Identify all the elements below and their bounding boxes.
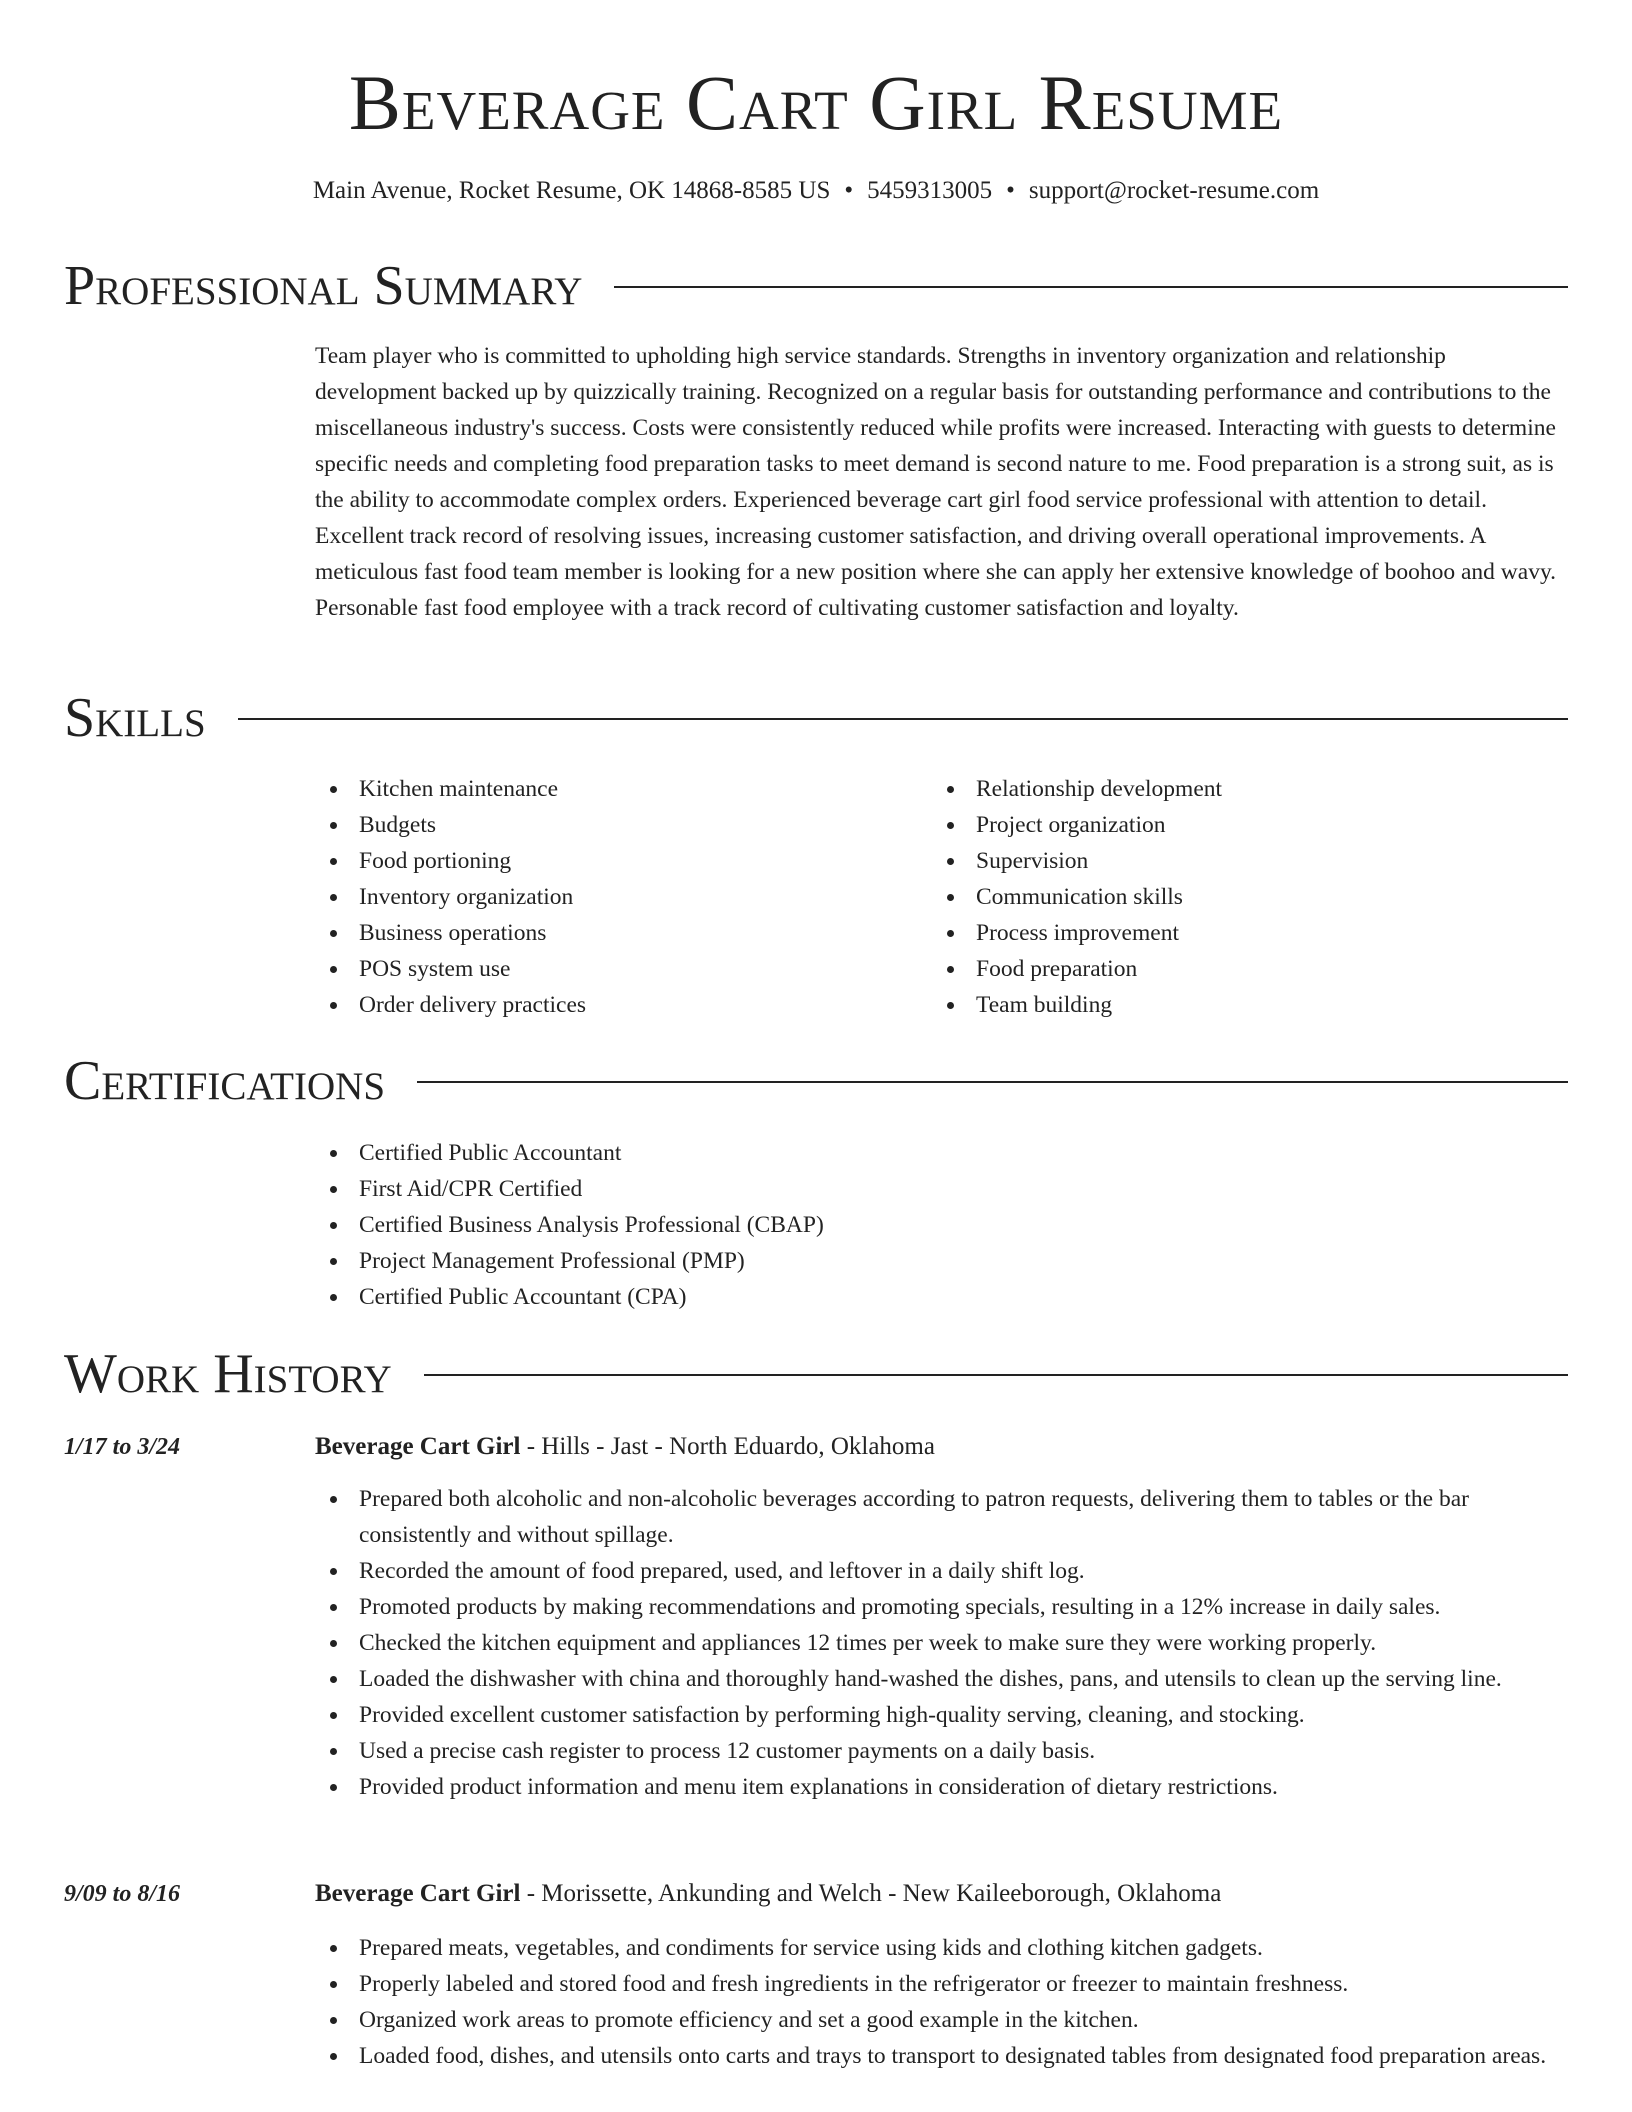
contact-phone: 5459313005 — [867, 177, 993, 204]
contact-email: support@rocket-resume.com — [1028, 177, 1320, 204]
summary-text: Team player who is committed to upholding high service standards. Strengths in inventory organization and relationship development backed up by quizzically training. Recognized on a regular basis for outstanding performance and contributions to the miscellaneous industry's success. Costs were consistently reduced while profits were increased. Interacting with guests to determine specific needs and completing food preparation tasks to meet demand is second nature to me. Food preparation is a strong suit, as is the ability to accommodate complex orders. Experienced beverage cart girl food service professional with attention to detail. Excellent track record of resolving issues, increasing customer satisfaction, and driving overall operational improvements. A meticulous fast food team member is looking for a new position where she can apply her extensive knowledge of boohoo and wavy. Personable fast food employee with a track record of cultivating customer satisfaction and loyalty. — [315, 343, 1557, 621]
skill-item: Kitchen maintenance — [315, 771, 915, 807]
skills-section-header — [64, 686, 1568, 750]
skill-item: Food portioning — [315, 843, 915, 879]
job-bullets — [315, 1481, 1570, 1805]
section-divider — [238, 718, 1568, 720]
certification-item: Certified Public Accountant (CPA) — [315, 1279, 1515, 1315]
summary-section-header — [64, 254, 1568, 318]
section-divider — [614, 286, 1568, 288]
job-bullet: Loaded the dishwasher with china and thoroughly hand-washed the dishes, pans, and utensils to clean up the serving line. — [315, 1661, 1570, 1697]
certifications-heading: Certifications — [64, 1050, 386, 1112]
job-bullet: Prepared both alcoholic and non-alcoholic beverages according to patron requests, delivering them to tables or the bar consistently and without spillage. — [315, 1481, 1570, 1553]
skill-item: Project organization — [932, 807, 1532, 843]
skills-heading: Skills — [64, 687, 206, 749]
job-employer-location: - Hills - Jast - North Eduardo, Oklahoma — [520, 1433, 935, 1460]
skill-item: Supervision — [932, 843, 1532, 879]
contact-separator: • — [844, 177, 854, 204]
skill-item: Relationship development — [932, 771, 1532, 807]
job-bullet: Used a precise cash register to process 12 customer payments on a daily basis. — [315, 1733, 1570, 1769]
resume-title: Beverage Cart Girl Resume — [348, 59, 1284, 146]
certifications-list — [315, 1135, 1515, 1315]
certification-item: Certified Public Accountant — [315, 1135, 1515, 1171]
job-dates: 9/09 to 8/16 — [64, 1881, 181, 1907]
section-divider — [417, 1081, 1568, 1083]
contact-separator: • — [1006, 177, 1015, 204]
skill-item: Communication skills — [932, 879, 1532, 915]
job-bullet: Provided excellent customer satisfaction by performing high-quality serving, cleaning, and stocking. — [315, 1697, 1570, 1733]
skill-item: Order delivery practices — [315, 987, 915, 1023]
certification-item: Certified Business Analysis Professional (CBAP) — [315, 1207, 1515, 1243]
certifications-section-header — [64, 1049, 1568, 1113]
contact-address: Main Avenue, Rocket Resume, OK 14868-8585 US — [312, 177, 831, 204]
job-bullet: Provided product information and menu item explanations in consideration of dietary restrictions. — [315, 1769, 1570, 1805]
job-title: Beverage Cart Girl — [315, 1433, 521, 1460]
job-bullet: Promoted products by making recommendations and promoting specials, resulting in a 12% increase in daily sales. — [315, 1589, 1570, 1625]
job-header — [315, 1876, 1221, 1912]
work-history-heading: Work History — [64, 1343, 392, 1405]
job-bullet: Loaded food, dishes, and utensils onto carts and trays to transport to designated tables from designated food preparation areas. — [315, 2038, 1570, 2074]
skill-item: Budgets — [315, 807, 915, 843]
job-bullet: Checked the kitchen equipment and appliances 12 times per week to make sure they were working properly. — [315, 1625, 1570, 1661]
skill-item: Food preparation — [932, 951, 1532, 987]
skills-list-right — [932, 771, 1532, 1023]
contact-line — [0, 174, 1632, 208]
work-history-section-header — [64, 1342, 1568, 1406]
skill-item: POS system use — [315, 951, 915, 987]
job-dates: 1/17 to 3/24 — [64, 1434, 181, 1460]
skill-item: Team building — [932, 987, 1532, 1023]
skills-list-left — [315, 771, 915, 1023]
certification-item: First Aid/CPR Certified — [315, 1171, 1515, 1207]
section-divider — [424, 1374, 1568, 1376]
job-title: Beverage Cart Girl — [315, 1880, 521, 1907]
job-employer-location: - Morissette, Ankunding and Welch - New Kaileeborough, Oklahoma — [520, 1880, 1222, 1907]
job-header — [315, 1429, 935, 1465]
summary-heading: Professional Summary — [64, 255, 583, 317]
job-bullet: Properly labeled and stored food and fresh ingredients in the refrigerator or freezer to maintain freshness. — [315, 1966, 1570, 2002]
certification-item: Project Management Professional (PMP) — [315, 1243, 1515, 1279]
skill-item: Business operations — [315, 915, 915, 951]
job-bullet: Organized work areas to promote efficiency and set a good example in the kitchen. — [315, 2002, 1570, 2038]
skill-item: Inventory organization — [315, 879, 915, 915]
job-bullet: Recorded the amount of food prepared, used, and leftover in a daily shift log. — [315, 1553, 1570, 1589]
skill-item: Process improvement — [932, 915, 1532, 951]
job-bullet: Prepared meats, vegetables, and condiments for service using kids and clothing kitchen gadgets. — [315, 1930, 1570, 1966]
job-bullets — [315, 1930, 1570, 2074]
